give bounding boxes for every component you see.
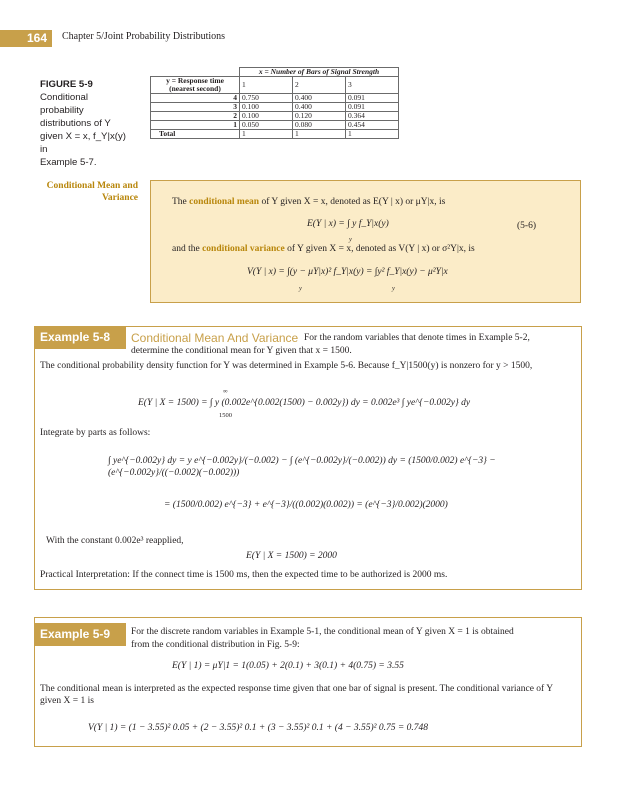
table-cell: 0.100 [240,103,293,112]
discrete-conditional-mean: E(Y | 1) = μY|1 = 1(0.05) + 2(0.1) + 3(0.1) + 4(0.75) = 3.55 [172,661,404,671]
side-heading-line: Conditional Mean and [46,181,138,191]
example-5-9-paragraph: The conditional mean is interpreted as the expected response time given that one bar of signal is present. The conditional variance of Y given X = 1 is [40,684,553,706]
conditional-mean-result: E(Y | X = 1500) = 2000 [246,551,337,561]
integration-result: = (1500/0.002) e^{−3} + e^{−3}/((0.002)(0.002)) = (e^{−3}/0.002)(2000) [164,500,448,510]
variance-equation: V(Y | x) = ∫(y − μY|x)² f_Y|x(y) = ∫y² f_Y|x(y) − μ²Y|x [247,267,448,277]
table-cell: 0.750 [240,94,293,103]
figure-caption [40,78,135,169]
table-cell: 0.100 [240,112,293,121]
caption-line: distributions of Y [40,118,111,129]
table-cell: 0.454 [346,121,399,130]
table-cell: 0.091 [346,94,399,103]
example-5-8-paragraph: The conditional probability density function for Y was determined in Example 5-6. Because f_Y|1500(y) is nonzero for y > 1500, [40,361,533,371]
row-header [151,77,240,94]
table-cell: 1 [346,130,399,139]
table-cell: 0.400 [293,94,346,103]
integrate-by-parts-text: Integrate by parts as follows: [40,428,151,438]
table-cell: 0.400 [293,103,346,112]
sum-subscript: y [299,285,302,292]
equation-5-6: E(Y | x) = ∫ y f_Y|x(y) [307,219,389,229]
column-header: x = Number of Bars of Signal Strength [240,68,399,77]
y-value: 1 [151,121,240,130]
caption-line: given X = x, f_Y|x(y) in [40,131,126,155]
row-header-line2: (nearest second) [169,84,221,93]
example-5-9-intro: For the discrete random variables in Example 5-1, the conditional mean of Y given X = 1 is obtained [131,627,514,637]
y-value: 4 [151,94,240,103]
constant-reapplied-text: With the constant 0.002e³ reapplied, [46,536,184,546]
table-cell: 0.080 [293,121,346,130]
sum-subscript: y [349,236,352,243]
practical-interpretation: Practical Interpretation: If the connect time is 1500 ms, then the expected time to be authorized is 2000 ms. [40,570,448,580]
caption-line: Conditional [40,92,89,103]
col-label: 3 [346,77,399,94]
discrete-conditional-variance: V(Y | 1) = (1 − 3.55)² 0.05 + (2 − 3.55)² 0.1 + (3 − 3.55)² 0.1 + (4 − 3.55)² 0.75 = 0.748 [88,723,429,733]
table-total-row [151,130,399,139]
definition-box [150,180,581,303]
example-5-8-intro: For the random variables that denote times in Example 5-2, [304,333,530,343]
text-run: of Y given X = x, denoted as V(Y | x) or σ²Y|x, is [284,244,475,254]
table-cell: 0.120 [293,112,346,121]
col-label: 1 [240,77,293,94]
table-cell: 0.091 [346,103,399,112]
example-5-9-tag: Example 5-9 [34,623,126,646]
integral-upper-limit: ∞ [223,388,228,395]
term-conditional-variance: conditional variance [202,244,285,254]
conditional-mean-integral: E(Y | X = 1500) = ∫ y (0.002e^{0.002(1500) − 0.002y}) dy = 0.002e³ ∫ ye^{−0.002y} dy [138,398,471,408]
example-5-8-intro-cont: determine the conditional mean for Y given that x = 1500. [131,346,352,356]
integral-lower-limit: 1500 [219,412,232,419]
example-5-9-intro-cont: from the conditional distribution in Fig. 5-9: [131,640,300,650]
text-run: The [172,197,190,207]
y-value: 2 [151,112,240,121]
caption-line: probability [40,105,84,116]
example-5-8-title: Conditional Mean And Variance [131,331,299,345]
conditional-probability-table [150,67,399,139]
sum-subscript: y [392,285,395,292]
text-run: and the [172,244,203,254]
text-run: of Y given X = x, denoted as E(Y | x) or μY|x, is [259,197,446,207]
total-label: Total [151,130,240,139]
table-cell: 0.050 [240,121,293,130]
caption-line: Example 5-7. [40,157,97,168]
side-heading-line: Variance [101,193,138,203]
table-cell: 1 [240,130,293,139]
table-cell: 0.364 [346,112,399,121]
integration-by-parts-step: ∫ ye^{−0.002y} dy = y e^{−0.002y}/(−0.002) − ∫ (e^{−0.002y}/(−0.002)) dy = (1500/0.002) e^{−3} − (e^{−0.002y}/((−0.002)(−0.002))) [108,456,496,478]
equation-number: (5-6) [517,221,536,231]
chapter-title: Chapter 5/Joint Probability Distributions [62,31,226,42]
y-value: 3 [151,103,240,112]
example-5-8-tag: Example 5-8 [34,326,126,349]
term-conditional-mean: conditional mean [189,197,260,207]
row-header-line1: y = Response time [166,76,224,85]
figure-label: FIGURE 5-9 [40,79,93,90]
table-row [151,121,399,130]
page-number: 164 [0,30,52,47]
definition-line-1 [172,197,445,207]
col-label: 2 [293,77,346,94]
table-cell: 1 [293,130,346,139]
definition-line-2 [172,244,475,254]
side-heading [10,180,138,204]
